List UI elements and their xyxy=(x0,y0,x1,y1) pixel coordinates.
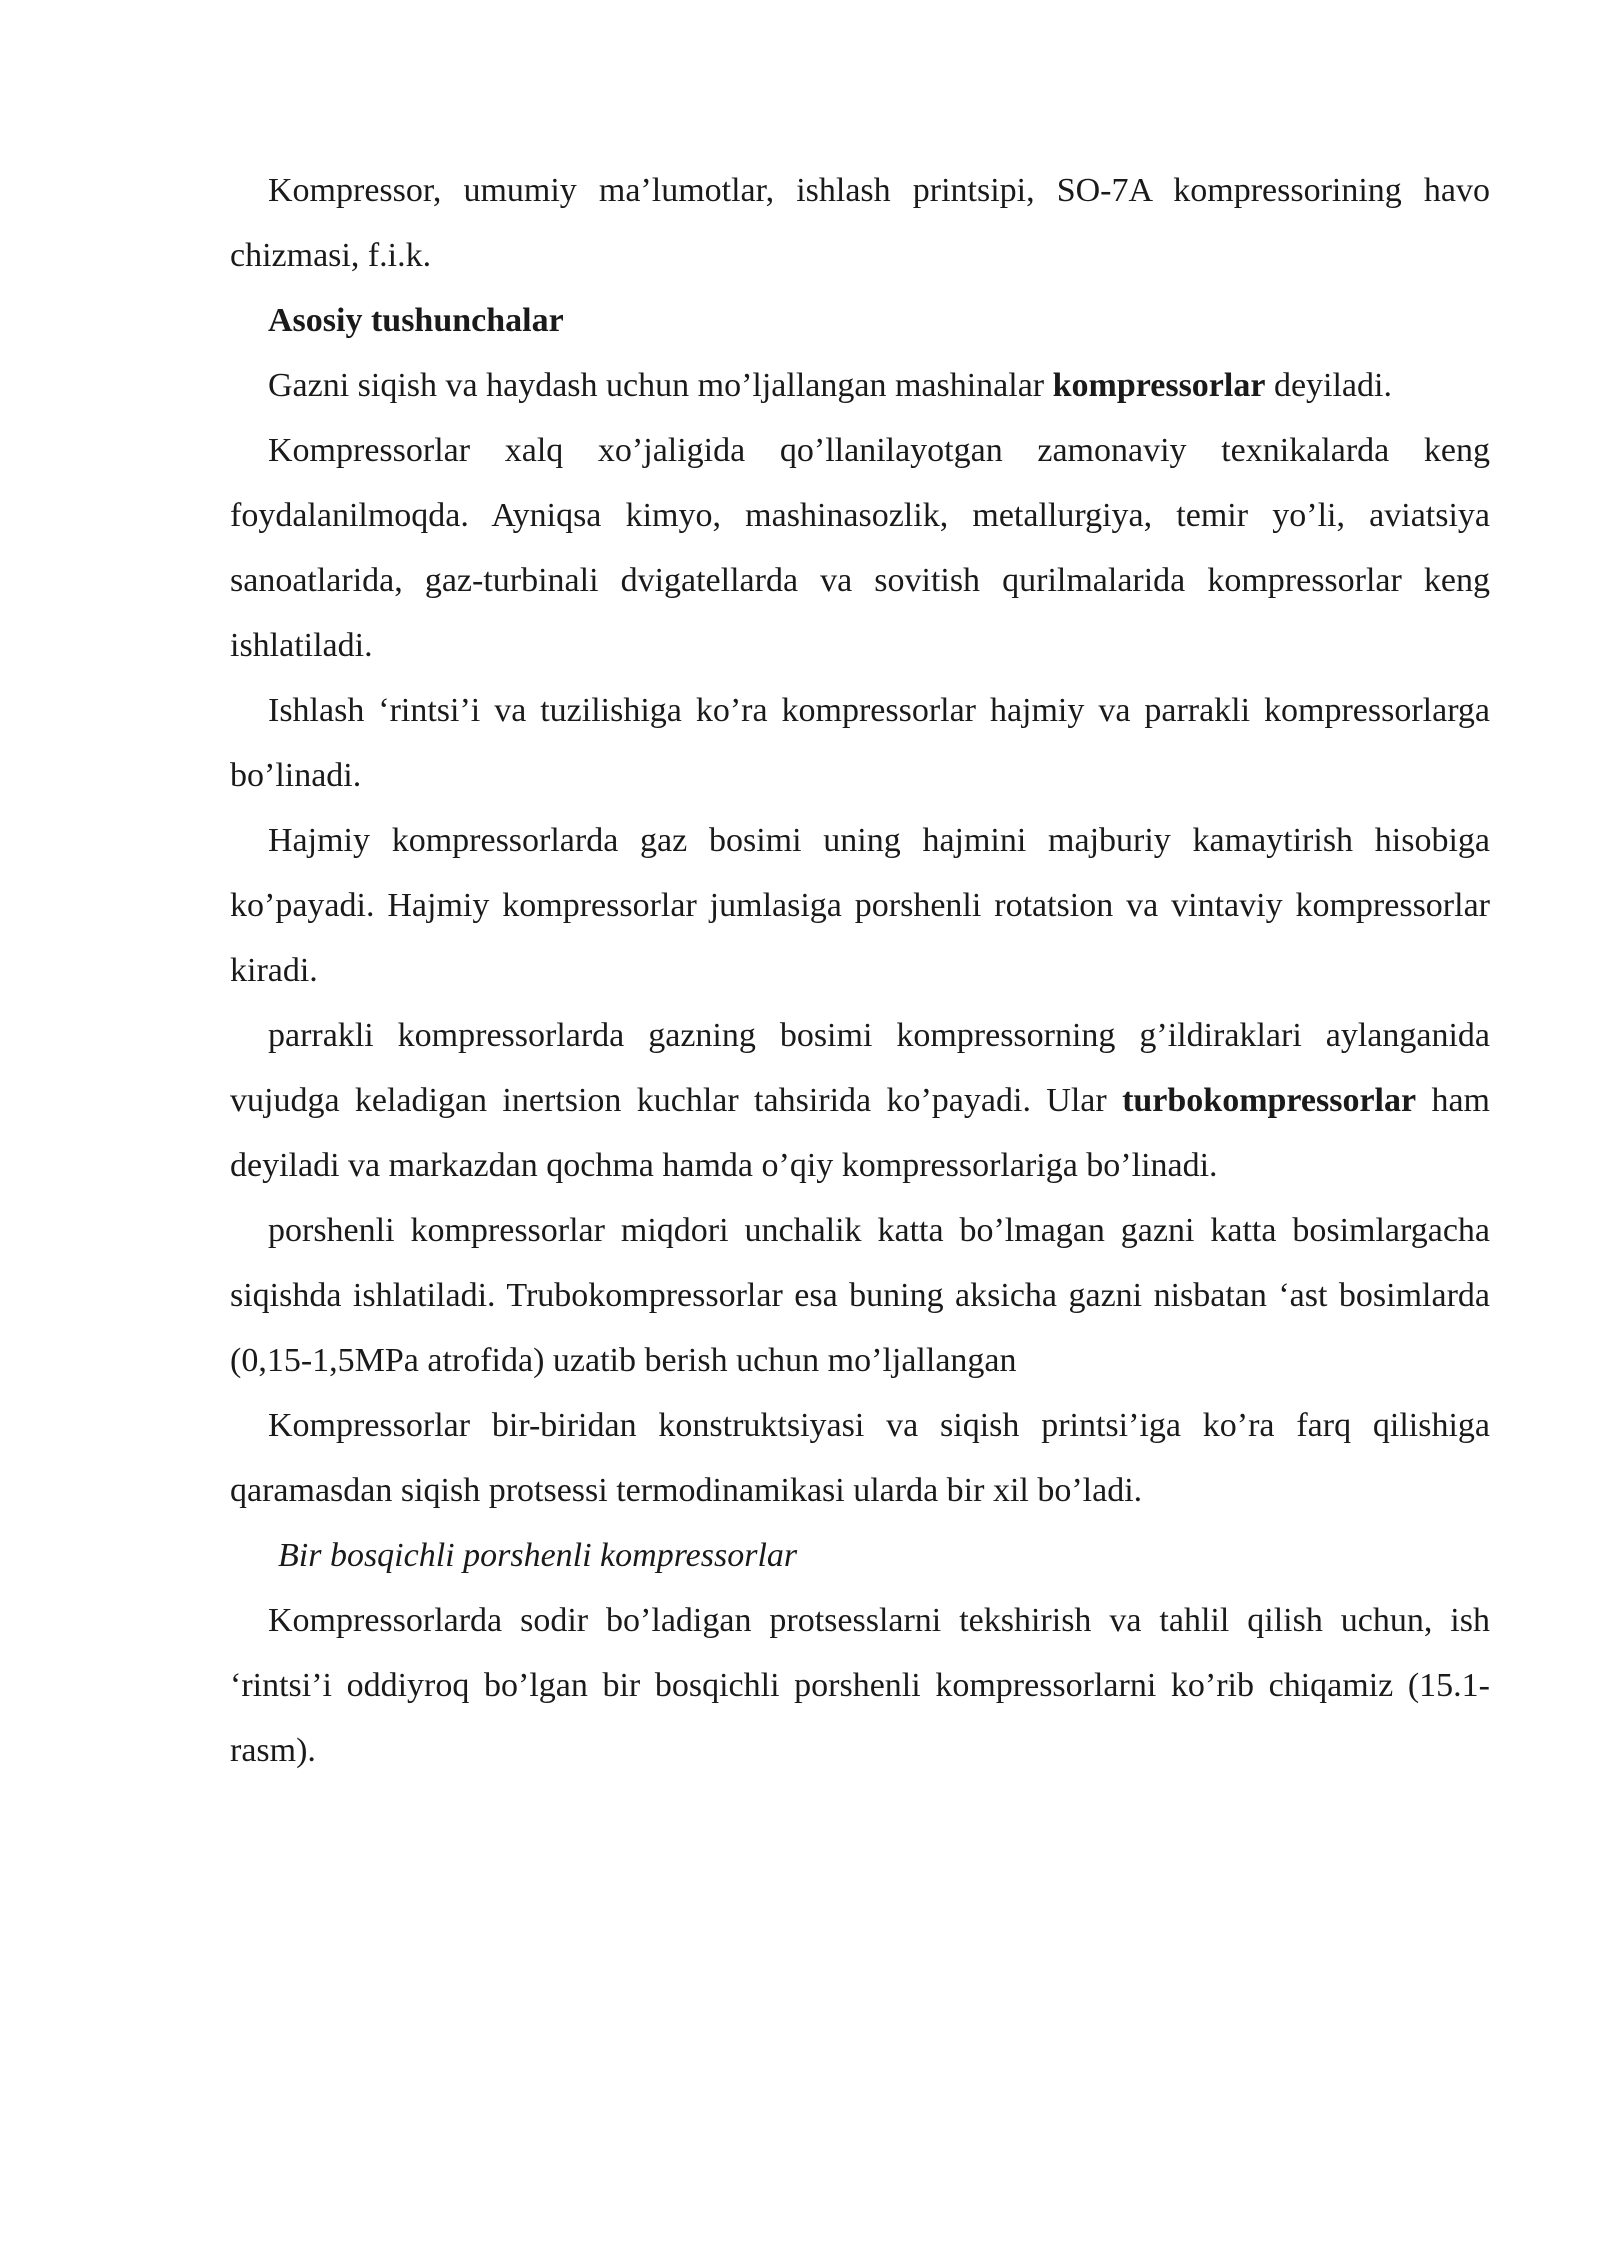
definition-text-after: deyiladi. xyxy=(1265,367,1392,404)
volumetric-paragraph: Hajmiy kompressorlarda gaz bosimi uning hajmini majburiy kamaytirish hisobiga ko’payadi. Hajmiy kompressorlar jumlasiga porshenli rotatsion va vintaviy kompressorlar kiradi. xyxy=(230,822,1490,989)
usage-paragraph: Kompressorlar xalq xo’jaligida qo’llanilayotgan zamonaviy texnikalarda keng foydalanilmoqda. Ayniqsa kimyo, mashinasozlik, metallurgiya, temir yo’li, aviatsiya sanoatlarida, gaz-turbinali dvigatellarda va sovitish qurilmalarida kompressorlar keng ishlatiladi. xyxy=(230,432,1490,664)
vane-paragraph xyxy=(230,1003,1490,1198)
vane-term: turbokompressorlar xyxy=(1122,1082,1417,1119)
intro-paragraph: Kompressor, umumiy ma’lumotlar, ishlash printsipi, SO-7A kompressorining havo chizmasi, f.i.k. xyxy=(230,172,1490,274)
definition-text-before: Gazni siqish va haydash uchun mo’ljallangan mashinalar xyxy=(268,367,1053,404)
thermodynamics-paragraph: Kompressorlar bir-biridan konstruktsiyasi va siqish printsi’iga ko’ra farq qilishiga qaramasdan siqish protsessi termodinamikasi ularda bir xil bo’ladi. xyxy=(230,1407,1490,1509)
vane-text-after: ham deyiladi va markazdan qochma hamda o’qiy kompressorlariga bo’linadi. xyxy=(230,1082,1490,1184)
piston-paragraph: porshenli kompressorlar miqdori unchalik katta bo’lmagan gazni katta bosimlargacha siqishda ishlatiladi. Trubokompressorlar esa buning aksicha gazni nisbatan ‘ast bosimlarda (0,15-1,5MPa atrofida) uzatib berish uchun mo’ljallangan xyxy=(230,1212,1490,1379)
definition-term: kompressorlar xyxy=(1052,367,1266,404)
document-page xyxy=(230,158,1490,1783)
single-stage-paragraph: Kompressorlarda sodir bo’ladigan protsesslarni tekshirish va tahlil qilish uchun, ish ‘rintsi’i oddiyroq bo’lgan bir bosqichli porshenli kompressorlarni ko’rib chiqamiz (15.1-rasm). xyxy=(230,1602,1490,1769)
subsection-heading: Bir bosqichli porshenli kompressorlar xyxy=(278,1537,798,1574)
section-heading: Asosiy tushunchalar xyxy=(268,302,564,339)
vane-text-before: parrakli kompressorlarda gazning bosimi kompressorning g’ildiraklari aylanganida vujudga keladigan inertsion kuchlar tahsirida ko’payadi. Ular xyxy=(230,1017,1490,1119)
classification-paragraph: Ishlash ‘rintsi’i va tuzilishiga ko’ra kompressorlar hajmiy va parrakli kompressorlarga bo’linadi. xyxy=(230,692,1490,794)
definition-paragraph xyxy=(230,353,1490,418)
